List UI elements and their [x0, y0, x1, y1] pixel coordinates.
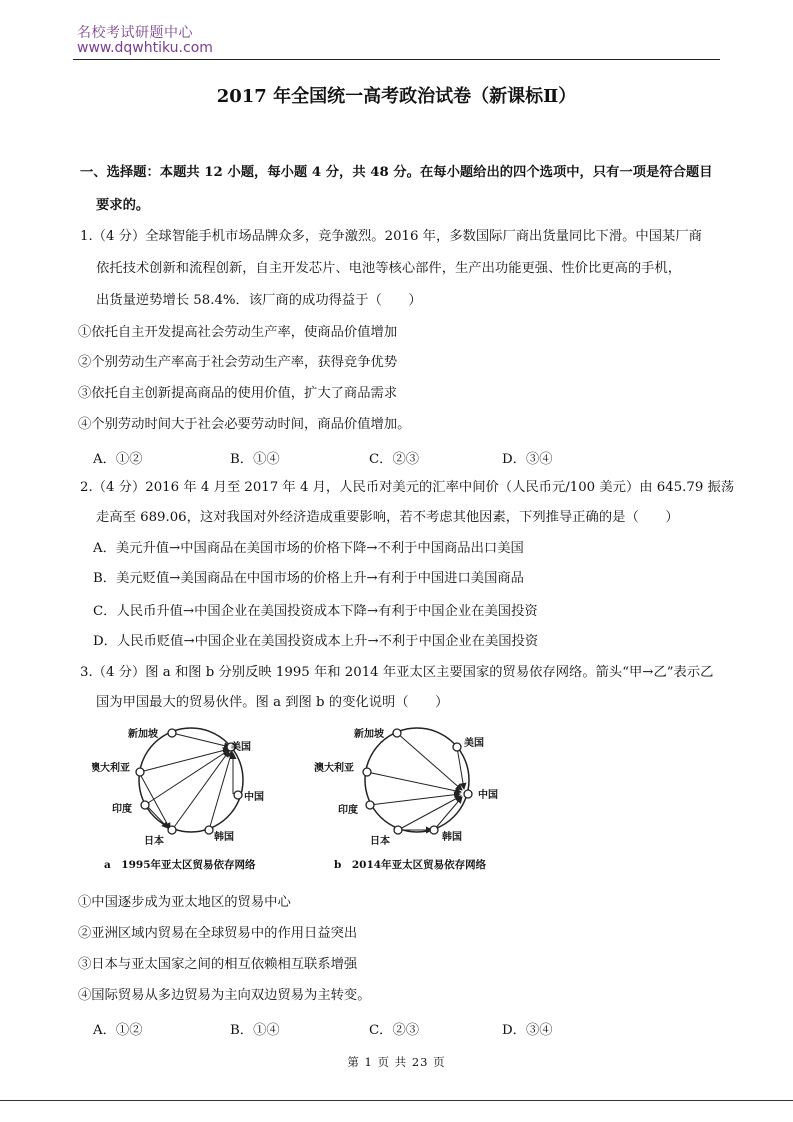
- node-a-india: 印度: [112, 804, 132, 815]
- trade-network-figure: [92, 716, 522, 886]
- node-a-korea: 韩国: [214, 832, 234, 843]
- q3-item-1: ①中国逐步成为亚太地区的贸易中心: [78, 895, 291, 910]
- diagram-a: [92, 727, 264, 871]
- q2-option-a[interactable]: A．美元升值→中国商品在美国市场的价格下降→不利于中国商品出口美国: [93, 541, 524, 556]
- q3-stem-line2: 国为甲国最大的贸易伙伴。图 a 到图 b 的变化说明（ ）: [96, 695, 449, 710]
- q1-stem-line1: 1.（4 分）全球智能手机市场品牌众多，竞争激烈。2016 年，多数国际厂商出货量同比下滑。中国某厂商: [80, 229, 702, 244]
- node-b-india: 印度: [338, 805, 358, 816]
- footer-divider: [0, 1100, 793, 1101]
- node-b-china: 中国: [478, 790, 498, 801]
- section-heading-line1: 一、选择题：本题共 12 小题，每小题 4 分，共 48 分。在每小题给出的四个选项中，只有一项是符合题目: [80, 165, 713, 180]
- header-divider: [73, 59, 720, 60]
- caption-a: a 1995年亚太区贸易依存网络: [104, 859, 256, 871]
- q2-stem-line2: 走高至 689.06，这对我国对外经济造成重要影响，若不考虑其他因素，下列推导正确的是（ ）: [96, 510, 679, 525]
- q3-stem-line1: 3.（4 分）图 a 和图 b 分别反映 1995 年和 2014 年亚太区主要国家的贸易依存网络。箭头“甲→乙”表示乙: [80, 665, 714, 680]
- diagram-b: [314, 727, 498, 871]
- node-b-singapore: 新加坡: [354, 729, 384, 740]
- q2-stem-line1: 2.（4 分）2016 年 4 月至 2017 年 4 月，人民币对美元的汇率中间价（人民币元/100 美元）由 645.79 振荡: [80, 480, 735, 495]
- q1-option-d[interactable]: D．③④: [502, 452, 553, 467]
- q1-item-4: ④个别劳动时间大于社会必要劳动时间，商品价值增加。: [78, 417, 411, 432]
- node-b-korea: 韩国: [442, 832, 462, 843]
- q3-option-a[interactable]: A．①②: [93, 1023, 143, 1038]
- node-b-japan: 日本: [370, 836, 390, 847]
- q3-item-4: ④国际贸易从多边贸易为主向双边贸易为主转变。: [78, 988, 371, 1003]
- q1-item-2: ②个别劳动生产率高于社会劳动生产率，获得竞争优势: [78, 355, 398, 370]
- caption-b: b 2014年亚太区贸易依存网络: [334, 859, 487, 871]
- q3-option-d[interactable]: D．③④: [502, 1023, 553, 1038]
- header-url[interactable]: www.dqwhtiku.com: [77, 40, 213, 56]
- q3-option-b[interactable]: B．①④: [230, 1023, 280, 1038]
- q1-item-3: ③依托自主创新提高商品的使用价值，扩大了商品需求: [78, 386, 398, 401]
- node-a-australia: 澳大利亚: [92, 763, 130, 774]
- q1-option-c[interactable]: C．②③: [369, 452, 420, 467]
- q1-option-b[interactable]: B．①④: [230, 452, 280, 467]
- section-heading-line2: 要求的。: [96, 198, 150, 213]
- node-a-china: 中国: [244, 792, 264, 803]
- q2-option-c[interactable]: C．人民币升值→中国企业在美国投资成本下降→有利于中国企业在美国投资: [93, 604, 538, 619]
- page-number: 第 1 页 共 23 页: [347, 1055, 446, 1069]
- node-a-usa: 美国: [231, 742, 251, 753]
- node-a-singapore: 新加坡: [128, 729, 158, 740]
- node-b-australia: 澳大利亚: [314, 763, 354, 774]
- q2-option-d[interactable]: D．人民币贬值→中国企业在美国投资成本上升→不利于中国企业在美国投资: [93, 634, 539, 649]
- q3-item-3: ③日本与亚太国家之间的相互依赖相互联系增强: [78, 957, 358, 972]
- trade-network-diagram: [92, 716, 522, 886]
- q2-option-b[interactable]: B．美元贬值→美国商品在中国市场的价格上升→有利于中国进口美国商品: [93, 571, 524, 586]
- node-b-usa: 美国: [464, 738, 484, 749]
- page-title: 2017 年全国统一高考政治试卷（新课标Ⅱ）: [216, 86, 577, 107]
- q1-option-a[interactable]: A．①②: [93, 452, 143, 467]
- q3-item-2: ②亚洲区域内贸易在全球贸易中的作用日益突出: [78, 926, 358, 941]
- q1-stem-line2: 依托技术创新和流程创新，自主开发芯片、电池等核心部件，生产出功能更强、性价比更高的手机，: [96, 261, 682, 276]
- q3-option-c[interactable]: C．②③: [369, 1023, 420, 1038]
- node-a-japan: 日本: [144, 836, 164, 847]
- q1-stem-line3: 出货量逆势增长 58.4%．该厂商的成功得益于（ ）: [96, 293, 422, 308]
- q1-item-1: ①依托自主开发提高社会劳动生产率，使商品价值增加: [78, 325, 398, 340]
- header-brand: 名校考试研题中心: [77, 25, 193, 41]
